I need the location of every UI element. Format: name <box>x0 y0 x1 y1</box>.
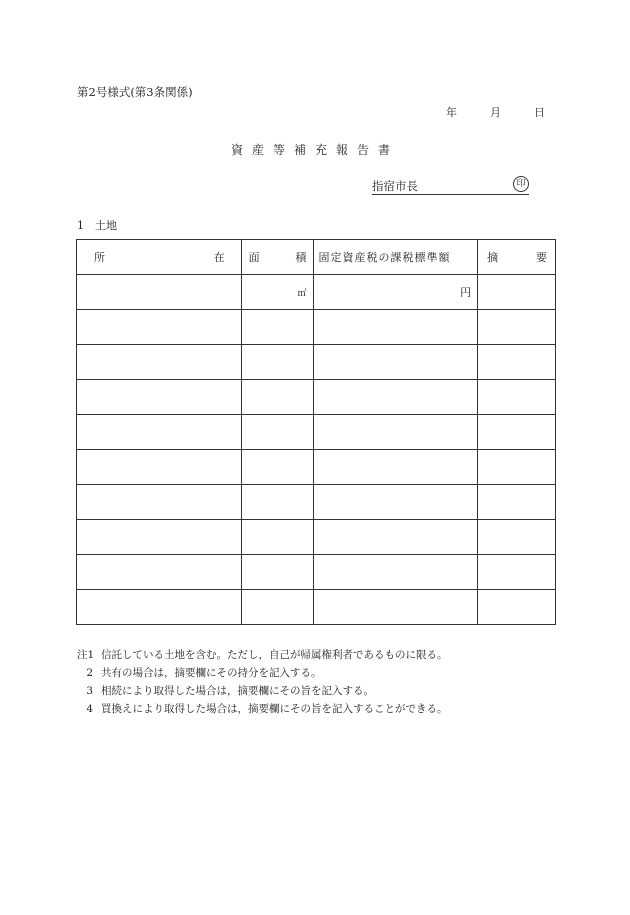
table-cell-location[interactable] <box>77 555 242 590</box>
table-row <box>77 310 556 345</box>
column-location: 所 在 <box>77 240 242 275</box>
table-row <box>77 485 556 520</box>
note-text: 信託している土地を含む。ただし，自己が帰属権利者であるものに限る。 <box>101 649 448 661</box>
notes <box>77 646 448 718</box>
table-cell-area[interactable] <box>241 485 313 520</box>
table-cell-remarks[interactable] <box>478 380 556 415</box>
note-item <box>77 700 448 718</box>
date-day: 日 <box>534 106 545 119</box>
note-item <box>77 646 448 664</box>
table-cell-value[interactable] <box>313 310 478 345</box>
land-table <box>76 239 556 625</box>
table-cell-remarks[interactable] <box>478 450 556 485</box>
table-cell-area[interactable] <box>241 415 313 450</box>
table-row <box>77 345 556 380</box>
table-cell-location[interactable] <box>77 590 242 625</box>
table-row <box>77 520 556 555</box>
table-cell-value[interactable] <box>313 415 478 450</box>
table-row <box>77 415 556 450</box>
table-cell-area[interactable] <box>241 275 313 310</box>
table-header-row <box>77 240 556 275</box>
table-row <box>77 380 556 415</box>
date-year: 年 <box>446 106 457 119</box>
seal-mark: 印 <box>513 176 529 192</box>
note-text: 相続により取得した場合は，摘要欄にその旨を記入する。 <box>101 685 374 697</box>
note-mark: 注1 <box>77 649 95 661</box>
table-cell-remarks[interactable] <box>478 415 556 450</box>
section-heading: 1 土地 <box>77 219 117 232</box>
table-cell-area[interactable] <box>241 555 313 590</box>
table-cell-location[interactable] <box>77 345 242 380</box>
table-cell-location[interactable] <box>77 485 242 520</box>
table-cell-remarks[interactable] <box>478 310 556 345</box>
table-cell-location[interactable] <box>77 520 242 555</box>
note-text: 共有の場合は，摘要欄にその持分を記入する。 <box>101 667 322 679</box>
column-area: 面 積 <box>241 240 313 275</box>
table-cell-value[interactable] <box>313 485 478 520</box>
table-cell-location[interactable] <box>77 415 242 450</box>
date-month: 月 <box>490 106 501 119</box>
table-cell-location[interactable] <box>77 380 242 415</box>
table-row <box>77 555 556 590</box>
table-cell-area[interactable] <box>241 345 313 380</box>
document-title: 資産等補充報告書 <box>230 143 399 157</box>
note-mark: 3 <box>86 685 93 697</box>
value-unit: 円 <box>460 286 472 299</box>
table-cell-location[interactable] <box>77 275 242 310</box>
addressee-line <box>372 178 529 195</box>
note-item <box>77 664 448 682</box>
table-cell-value[interactable] <box>313 590 478 625</box>
table-cell-location[interactable] <box>77 310 242 345</box>
table-cell-area[interactable] <box>241 590 313 625</box>
note-item <box>77 682 448 700</box>
table-cell-remarks[interactable] <box>478 520 556 555</box>
table-cell-remarks[interactable] <box>478 345 556 380</box>
date-line <box>446 104 545 120</box>
note-mark: 4 <box>86 703 93 715</box>
column-taxable-value: 固定資産税の課税標準額 <box>313 240 478 275</box>
table-row <box>77 450 556 485</box>
note-text: 買換えにより取得した場合は，摘要欄にその旨を記入することができる。 <box>101 703 448 715</box>
area-unit: ㎡ <box>297 288 307 299</box>
table-cell-remarks[interactable] <box>478 275 556 310</box>
table-row <box>77 275 556 310</box>
table-cell-value[interactable] <box>313 450 478 485</box>
table-cell-value[interactable] <box>313 345 478 380</box>
table-cell-value[interactable] <box>313 380 478 415</box>
note-mark: 2 <box>86 667 93 679</box>
table-cell-value[interactable] <box>313 555 478 590</box>
table-cell-remarks[interactable] <box>478 555 556 590</box>
addressee: 指宿市長 <box>372 179 418 193</box>
table-cell-location[interactable] <box>77 450 242 485</box>
table-cell-area[interactable] <box>241 450 313 485</box>
form-number: 第2号様式(第3条関係) <box>77 85 193 99</box>
column-remarks: 摘 要 <box>478 240 556 275</box>
table-cell-remarks[interactable] <box>478 485 556 520</box>
table-cell-area[interactable] <box>241 380 313 415</box>
table-cell-remarks[interactable] <box>478 590 556 625</box>
table-cell-area[interactable] <box>241 310 313 345</box>
table-cell-area[interactable] <box>241 520 313 555</box>
table-row <box>77 590 556 625</box>
table-cell-value[interactable] <box>313 520 478 555</box>
table-cell-value[interactable] <box>313 275 478 310</box>
